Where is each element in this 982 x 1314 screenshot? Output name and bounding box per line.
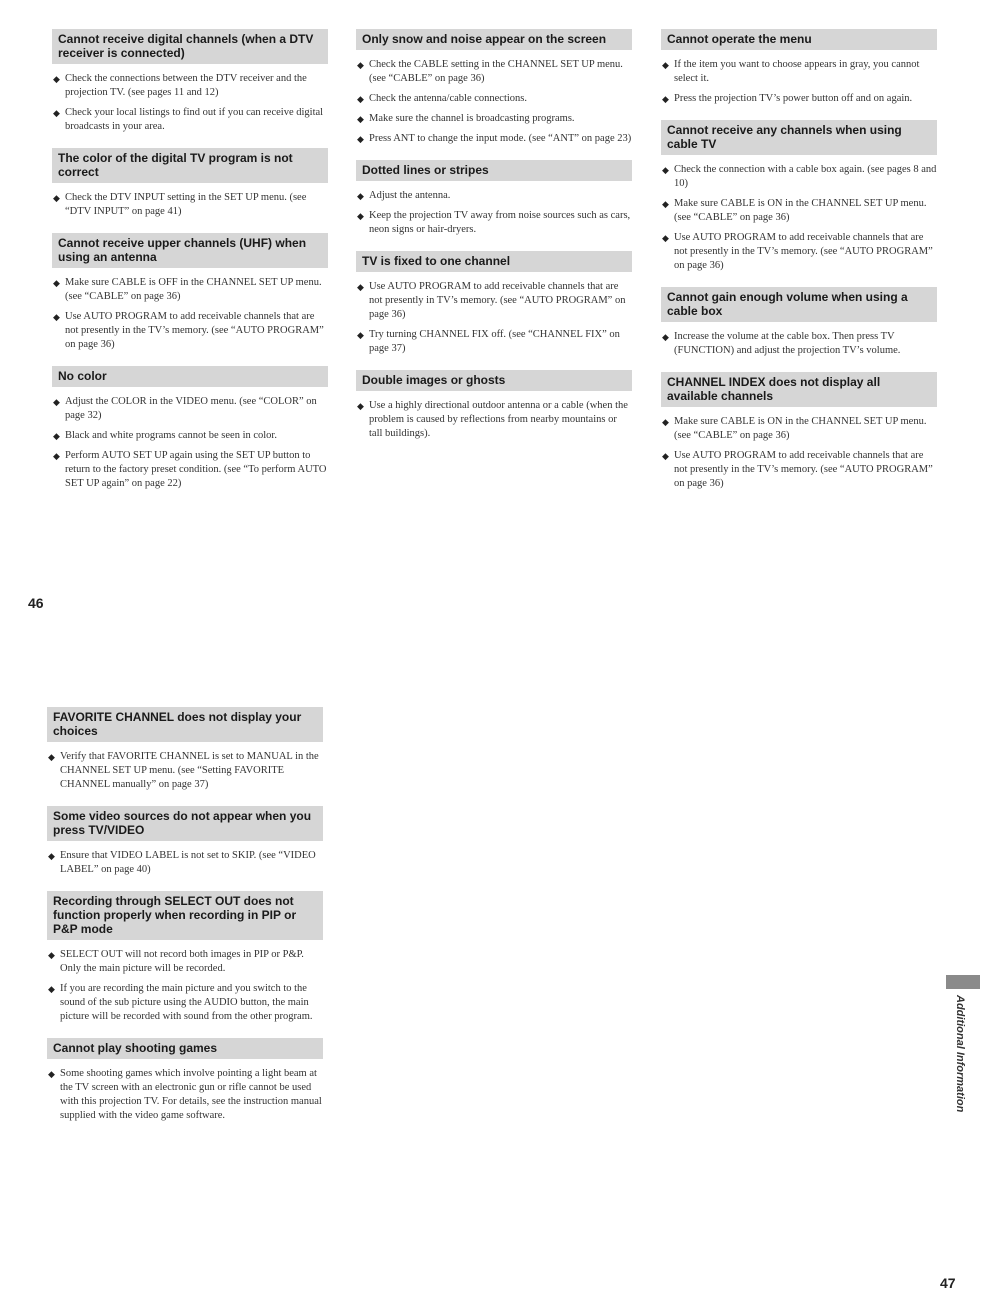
diamond-bullet-icon: ◆ xyxy=(53,451,60,461)
diamond-bullet-icon: ◆ xyxy=(357,94,364,104)
diamond-bullet-icon: ◆ xyxy=(662,332,669,342)
diamond-bullet-icon: ◆ xyxy=(357,60,364,70)
solution-item xyxy=(52,310,328,352)
solution-item xyxy=(356,92,632,106)
trouble-section xyxy=(52,148,328,219)
diamond-bullet-icon: ◆ xyxy=(48,752,55,762)
diamond-bullet-icon: ◆ xyxy=(662,60,669,70)
section-heading: Cannot receive digital channels (when a DTV receiver is connected) xyxy=(52,29,328,64)
trouble-section xyxy=(356,29,632,146)
section-heading: Double images or ghosts xyxy=(356,370,632,391)
diamond-bullet-icon: ◆ xyxy=(53,312,60,322)
solution-text: Some shooting games which involve pointing a light beam at the TV screen with an electronic gun or rifle cannot be used with this projection TV. For details, see the instruction manual supplied with the video game software. xyxy=(60,1068,322,1121)
diamond-bullet-icon: ◆ xyxy=(357,191,364,201)
solution-text: Black and white programs cannot be seen in color. xyxy=(65,430,277,441)
diamond-bullet-icon: ◆ xyxy=(53,74,60,84)
solution-text: Check the antenna/cable connections. xyxy=(369,93,528,104)
solution-text: Adjust the antenna. xyxy=(369,190,451,201)
solution-text: Check the DTV INPUT setting in the SET UP menu. (see “DTV INPUT” on page 41) xyxy=(65,192,307,217)
solution-text: Perform AUTO SET UP again using the SET UP button to return to the factory preset condition. (see “To perform AUTO SET UP again” on page 22) xyxy=(65,450,327,489)
solution-text: Use a highly directional outdoor antenna or a cable (when the problem is caused by reflections from nearby mountains or tall buildings). xyxy=(369,400,628,439)
diamond-bullet-icon: ◆ xyxy=(48,851,55,861)
page-number-46: 46 xyxy=(28,595,44,611)
section-heading: Some video sources do not appear when you press TV/VIDEO xyxy=(47,806,323,841)
solution-item xyxy=(661,415,937,443)
solution-item xyxy=(47,1067,323,1123)
diamond-bullet-icon: ◆ xyxy=(53,431,60,441)
solution-text: Use AUTO PROGRAM to add receivable channels that are not presently in the TV’s memory. (see “AUTO PROGRAM” on page 36) xyxy=(674,232,933,271)
solution-item xyxy=(661,330,937,358)
section-heading: Cannot play shooting games xyxy=(47,1038,323,1059)
solution-item xyxy=(52,276,328,304)
diamond-bullet-icon: ◆ xyxy=(48,984,55,994)
trouble-section xyxy=(661,372,937,491)
trouble-section xyxy=(47,891,323,1024)
trouble-section xyxy=(47,806,323,877)
diamond-bullet-icon: ◆ xyxy=(48,950,55,960)
solution-item xyxy=(52,429,328,443)
solution-list xyxy=(47,1067,323,1123)
trouble-section xyxy=(52,366,328,491)
diamond-bullet-icon: ◆ xyxy=(53,397,60,407)
diamond-bullet-icon: ◆ xyxy=(357,114,364,124)
diamond-bullet-icon: ◆ xyxy=(357,401,364,411)
solution-text: Check the connection with a cable box again. (see pages 8 and 10) xyxy=(674,164,937,189)
section-heading: CHANNEL INDEX does not display all available channels xyxy=(661,372,937,407)
diamond-bullet-icon: ◆ xyxy=(357,282,364,292)
solution-list xyxy=(356,189,632,237)
solution-text: Use AUTO PROGRAM to add receivable channels that are not presently in the TV’s memory. (see “AUTO PROGRAM” on page 36) xyxy=(65,311,324,350)
solution-text: Make sure CABLE is ON in the CHANNEL SET UP menu. (see “CABLE” on page 36) xyxy=(674,416,927,441)
solution-item xyxy=(661,231,937,273)
solution-list xyxy=(47,849,323,877)
section-heading: TV is fixed to one channel xyxy=(356,251,632,272)
solution-text: Make sure CABLE is ON in the CHANNEL SET UP menu. (see “CABLE” on page 36) xyxy=(674,198,927,223)
solution-text: Use AUTO PROGRAM to add receivable channels that are not presently in the TV’s memory. (see “AUTO PROGRAM” on page 36) xyxy=(674,450,933,489)
page46-column-2 xyxy=(356,29,632,455)
page46-column-1 xyxy=(52,29,328,505)
solution-item xyxy=(356,280,632,322)
trouble-section xyxy=(52,29,328,134)
solution-text: Make sure the channel is broadcasting programs. xyxy=(369,113,575,124)
diamond-bullet-icon: ◆ xyxy=(662,417,669,427)
diamond-bullet-icon: ◆ xyxy=(662,199,669,209)
diamond-bullet-icon: ◆ xyxy=(53,278,60,288)
solution-item xyxy=(356,132,632,146)
diamond-bullet-icon: ◆ xyxy=(662,94,669,104)
solution-item xyxy=(356,328,632,356)
section-tab-marker xyxy=(946,975,980,989)
solution-text: Make sure CABLE is OFF in the CHANNEL SET UP menu. (see “CABLE” on page 36) xyxy=(65,277,322,302)
page46-column-3 xyxy=(661,29,937,505)
solution-list xyxy=(661,163,937,273)
solution-list xyxy=(661,330,937,358)
trouble-section xyxy=(52,233,328,352)
solution-text: Increase the volume at the cable box. Then press TV (FUNCTION) and adjust the projection TV’s volume. xyxy=(674,331,901,356)
solution-item xyxy=(661,58,937,86)
solution-list xyxy=(661,415,937,491)
section-heading: Cannot receive upper channels (UHF) when using an antenna xyxy=(52,233,328,268)
solution-list xyxy=(356,399,632,441)
trouble-section xyxy=(356,370,632,441)
solution-item xyxy=(356,399,632,441)
solution-text: SELECT OUT will not record both images in PIP or P&P. Only the main picture will be recorded. xyxy=(60,949,304,974)
trouble-section xyxy=(47,707,323,792)
section-heading: Cannot receive any channels when using cable TV xyxy=(661,120,937,155)
solution-text: Verify that FAVORITE CHANNEL is set to MANUAL in the CHANNEL SET UP menu. (see “Setting FAVORITE CHANNEL manually” on page 37) xyxy=(60,751,319,790)
diamond-bullet-icon: ◆ xyxy=(53,193,60,203)
solution-text: Press the projection TV’s power button off and on again. xyxy=(674,93,913,104)
diamond-bullet-icon: ◆ xyxy=(357,211,364,221)
solution-item xyxy=(661,92,937,106)
trouble-section xyxy=(47,1038,323,1123)
section-side-label: Additional Information xyxy=(954,995,966,1113)
solution-text: Check the connections between the DTV receiver and the projection TV. (see pages 11 and 12) xyxy=(65,73,307,98)
page47-column-1 xyxy=(47,707,323,1137)
solution-item xyxy=(356,189,632,203)
solution-list xyxy=(52,276,328,352)
solution-item xyxy=(356,112,632,126)
solution-item xyxy=(47,948,323,976)
trouble-section xyxy=(356,251,632,356)
solution-text: Check the CABLE setting in the CHANNEL SET UP menu. (see “CABLE” on page 36) xyxy=(369,59,623,84)
solution-item xyxy=(47,750,323,792)
solution-text: Use AUTO PROGRAM to add receivable channels that are not presently in TV’s memory. (see “AUTO PROGRAM” on page 36) xyxy=(369,281,626,320)
solution-list xyxy=(356,58,632,146)
solution-list xyxy=(661,58,937,106)
solution-item xyxy=(661,197,937,225)
section-heading: The color of the digital TV program is not correct xyxy=(52,148,328,183)
solution-text: Press ANT to change the input mode. (see “ANT” on page 23) xyxy=(369,133,632,144)
solution-text: Check your local listings to find out if you can receive digital broadcasts in your area. xyxy=(65,107,324,132)
solution-text: If you are recording the main picture and you switch to the sound of the sub picture using the AUDIO button, the main picture will be recorded with sound from the other program. xyxy=(60,983,313,1022)
solution-item xyxy=(356,209,632,237)
section-heading: FAVORITE CHANNEL does not display your choices xyxy=(47,707,323,742)
solution-text: If the item you want to choose appears in gray, you cannot select it. xyxy=(674,59,920,84)
solution-item xyxy=(52,106,328,134)
solution-item xyxy=(52,191,328,219)
solution-text: Try turning CHANNEL FIX off. (see “CHANNEL FIX” on page 37) xyxy=(369,329,620,354)
page-number-47: 47 xyxy=(940,1275,956,1291)
trouble-section xyxy=(661,120,937,273)
solution-item xyxy=(356,58,632,86)
diamond-bullet-icon: ◆ xyxy=(662,165,669,175)
section-heading: No color xyxy=(52,366,328,387)
solution-list xyxy=(47,750,323,792)
solution-item xyxy=(52,395,328,423)
diamond-bullet-icon: ◆ xyxy=(662,233,669,243)
solution-list xyxy=(47,948,323,1024)
diamond-bullet-icon: ◆ xyxy=(357,134,364,144)
diamond-bullet-icon: ◆ xyxy=(48,1069,55,1079)
solution-list xyxy=(356,280,632,356)
diamond-bullet-icon: ◆ xyxy=(357,330,364,340)
section-heading: Cannot operate the menu xyxy=(661,29,937,50)
trouble-section xyxy=(356,160,632,237)
diamond-bullet-icon: ◆ xyxy=(53,108,60,118)
solution-list xyxy=(52,191,328,219)
section-heading: Only snow and noise appear on the screen xyxy=(356,29,632,50)
solution-text: Ensure that VIDEO LABEL is not set to SKIP. (see “VIDEO LABEL” on page 40) xyxy=(60,850,316,875)
section-heading: Recording through SELECT OUT does not function properly when recording in PIP or P&P mode xyxy=(47,891,323,940)
solution-text: Keep the projection TV away from noise sources such as cars, neon signs or hair-dryers. xyxy=(369,210,631,235)
solution-list xyxy=(52,395,328,491)
solution-list xyxy=(52,72,328,134)
section-heading: Dotted lines or stripes xyxy=(356,160,632,181)
solution-item xyxy=(47,982,323,1024)
solution-text: Adjust the COLOR in the VIDEO menu. (see “COLOR” on page 32) xyxy=(65,396,317,421)
trouble-section xyxy=(661,287,937,358)
solution-item xyxy=(661,163,937,191)
solution-item xyxy=(47,849,323,877)
solution-item xyxy=(661,449,937,491)
diamond-bullet-icon: ◆ xyxy=(662,451,669,461)
section-heading: Cannot gain enough volume when using a cable box xyxy=(661,287,937,322)
trouble-section xyxy=(661,29,937,106)
solution-item xyxy=(52,72,328,100)
solution-item xyxy=(52,449,328,491)
